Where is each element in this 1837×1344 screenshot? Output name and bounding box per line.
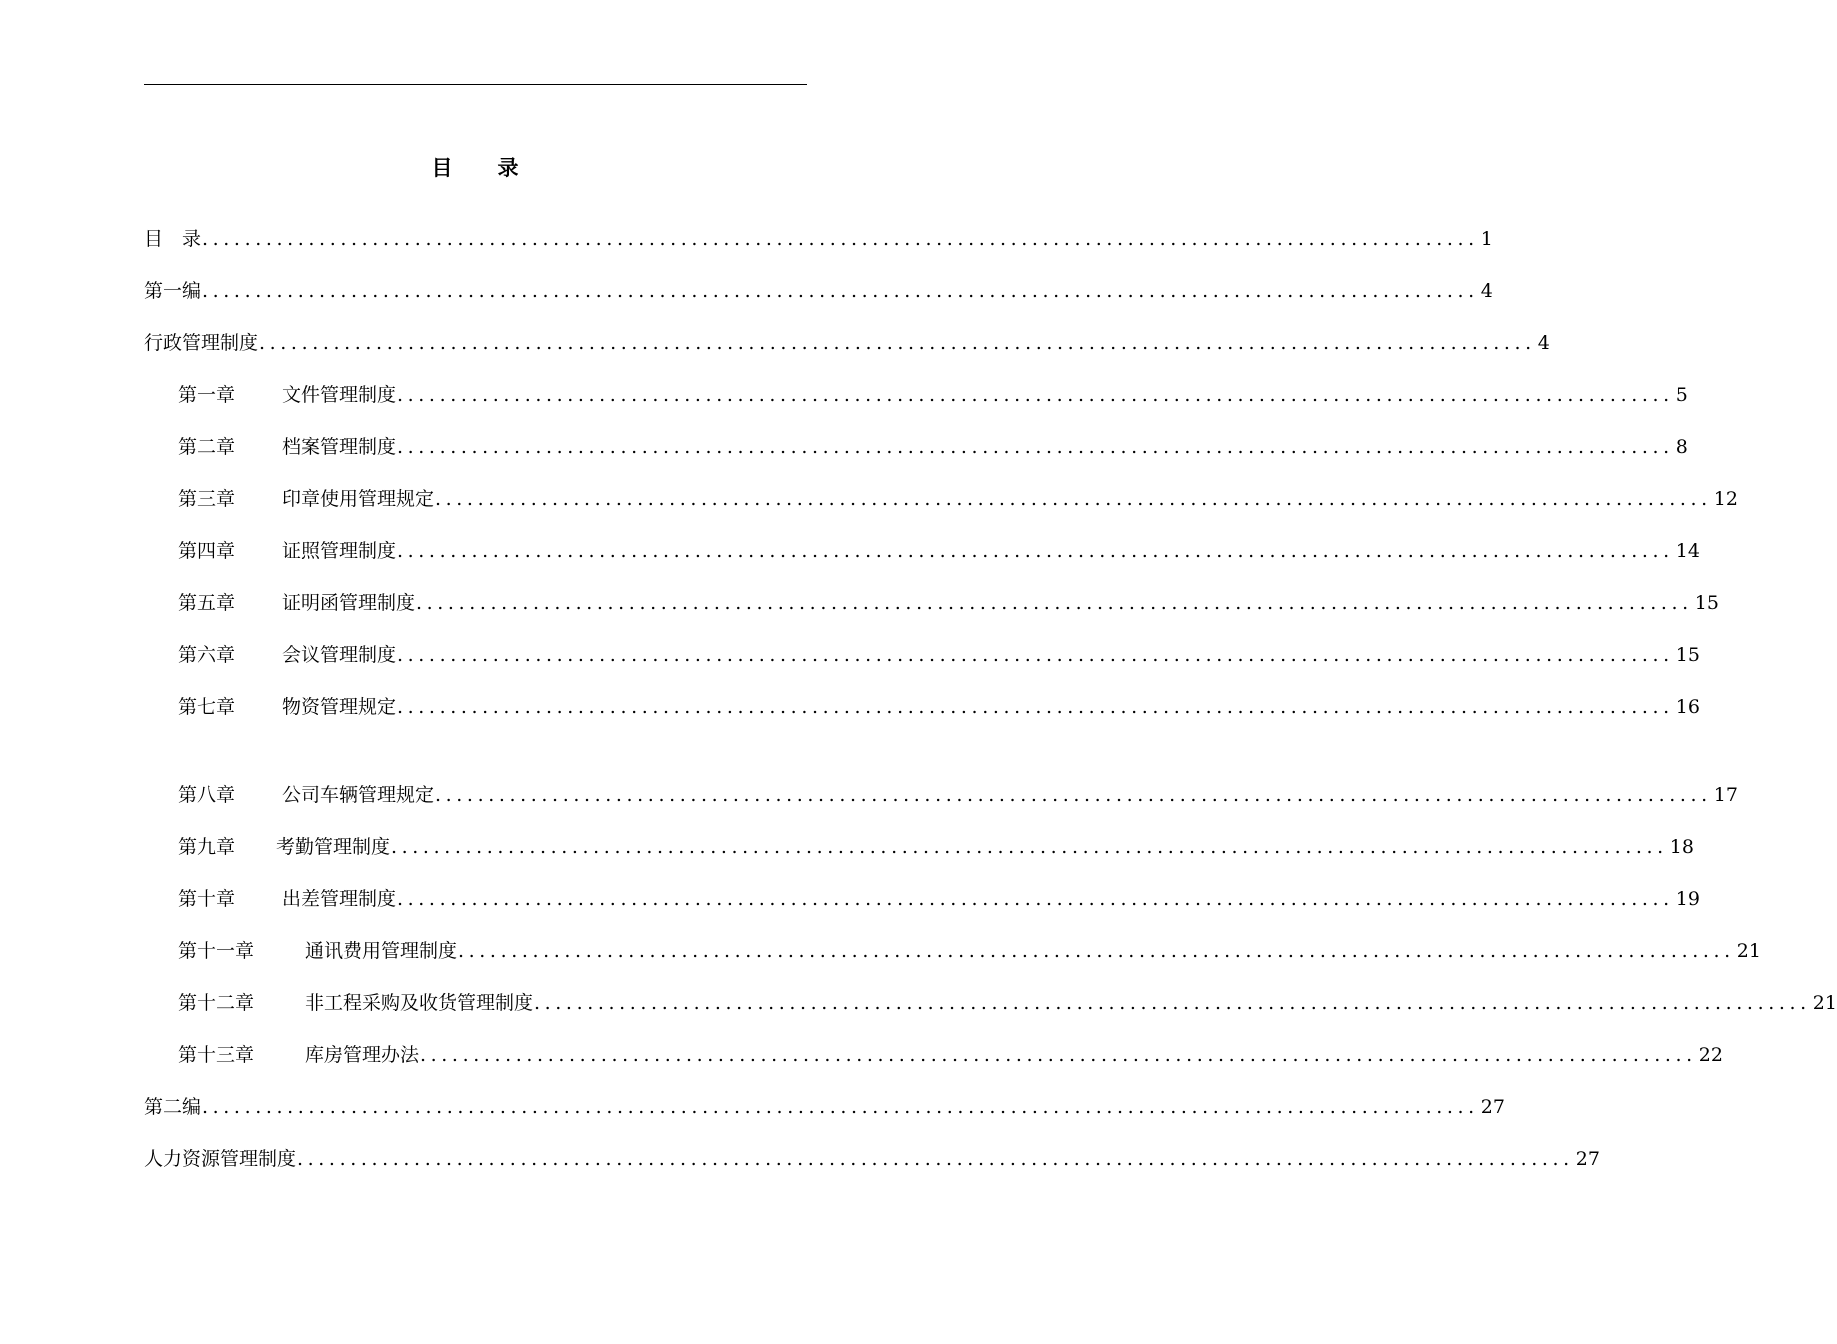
toc-entry-number: 第十章 xyxy=(178,888,236,910)
toc-entry-label xyxy=(178,382,396,408)
toc-entry-title: 考勤管理制度 xyxy=(276,836,391,858)
toc-entry-label xyxy=(178,486,434,512)
toc-entry[interactable] xyxy=(178,586,1719,616)
toc-entry-number: 第三章 xyxy=(178,488,236,510)
toc-entry-title: 物资管理规定 xyxy=(282,696,397,718)
toc-entry-page: 14 xyxy=(1675,540,1700,562)
toc-entry-number: 第八章 xyxy=(178,784,236,806)
toc-entry-number: 第四章 xyxy=(178,540,236,562)
toc-entry-number: 第七章 xyxy=(178,696,236,718)
toc-entry[interactable] xyxy=(144,1142,1600,1172)
toc-entry-page: 4 xyxy=(1480,280,1493,302)
toc-entry[interactable] xyxy=(144,326,1550,356)
toc-entry-label xyxy=(178,782,434,808)
dot-leader: ........................................................................................................................ xyxy=(397,696,1674,718)
toc-entry-number: 第十三章 xyxy=(178,1044,255,1066)
toc-entry[interactable] xyxy=(178,430,1688,460)
toc-entry-page: 21 xyxy=(1736,940,1761,962)
dot-leader: ........................................................................................................................ xyxy=(397,436,1674,458)
dot-leader: ........................................................................................................................ xyxy=(534,992,1811,1014)
toc-entry-page: 1 xyxy=(1480,228,1493,250)
dot-leader: ........................................................................................................................ xyxy=(397,888,1674,910)
toc-entry-page: 18 xyxy=(1669,836,1694,858)
toc-entry-number: 第九章 xyxy=(178,836,236,858)
toc-entry[interactable] xyxy=(144,274,1493,304)
toc-entry-label xyxy=(178,1042,419,1068)
header-rule xyxy=(144,84,807,85)
dot-leader: ........................................................................................................................ xyxy=(416,592,1693,614)
toc-entry-title: 库房管理办法 xyxy=(305,1044,420,1066)
toc-entry-number: 人力资源管理制度 xyxy=(144,1148,297,1170)
toc-entry-label xyxy=(178,886,396,912)
toc-entry-label xyxy=(144,330,258,356)
toc-entry-page: 21 xyxy=(1812,992,1837,1014)
toc-entry-page: 4 xyxy=(1537,332,1550,354)
toc-entry[interactable] xyxy=(178,534,1700,564)
toc-entry[interactable] xyxy=(144,222,1493,252)
toc-entry-number: 第六章 xyxy=(178,644,236,666)
toc-entry[interactable] xyxy=(178,638,1700,668)
toc-entry-title: 出差管理制度 xyxy=(282,888,397,910)
toc-entry-number: 目 录 xyxy=(144,228,202,250)
toc-entry[interactable] xyxy=(178,482,1738,512)
toc-entry-label xyxy=(144,1094,201,1120)
toc-entry-label xyxy=(144,226,201,252)
dot-leader: ........................................................................................................................ xyxy=(420,1044,1697,1066)
toc-entry-title: 印章使用管理规定 xyxy=(282,488,435,510)
dot-leader: ........................................................................................................................ xyxy=(202,1096,1479,1118)
toc-entry[interactable] xyxy=(178,690,1700,720)
dot-leader: ........................................................................................................................ xyxy=(397,644,1674,666)
toc-entry-title: 非工程采购及收货管理制度 xyxy=(305,992,534,1014)
toc-entry-number: 第一编 xyxy=(144,280,202,302)
toc-entry-page: 22 xyxy=(1698,1044,1723,1066)
toc-entry-title: 会议管理制度 xyxy=(282,644,397,666)
toc-entry-page: 15 xyxy=(1694,592,1719,614)
toc-entry[interactable] xyxy=(178,934,1761,964)
dot-leader: ........................................................................................................................ xyxy=(397,384,1674,406)
toc-entry-label xyxy=(144,1146,296,1172)
toc-entry-page: 8 xyxy=(1675,436,1688,458)
toc-entry-page: 17 xyxy=(1713,784,1738,806)
toc-entry-number: 第五章 xyxy=(178,592,236,614)
toc-entry-label xyxy=(144,278,201,304)
toc-entry-label xyxy=(178,990,533,1016)
toc-entry[interactable] xyxy=(178,830,1694,860)
toc-entry-label xyxy=(178,434,396,460)
toc-entry-label xyxy=(178,694,396,720)
dot-leader: ........................................................................................................................ xyxy=(202,228,1479,250)
toc-entry[interactable] xyxy=(178,986,1837,1016)
toc-title: 目 录 xyxy=(431,155,538,180)
toc-entry-number: 第一章 xyxy=(178,384,236,406)
toc-entry[interactable] xyxy=(178,778,1738,808)
toc-entry-page: 5 xyxy=(1675,384,1688,406)
toc-entry-number: 第二章 xyxy=(178,436,236,458)
dot-leader: ........................................................................................................................ xyxy=(259,332,1536,354)
toc-entry-label xyxy=(178,590,415,616)
toc-entry-title: 证明函管理制度 xyxy=(282,592,416,614)
toc-entry[interactable] xyxy=(178,882,1700,912)
toc-entry-label xyxy=(178,834,390,860)
toc-entry-title: 公司车辆管理规定 xyxy=(282,784,435,806)
toc-entry-title: 通讯费用管理制度 xyxy=(305,940,458,962)
toc-entry-page: 27 xyxy=(1575,1148,1600,1170)
dot-leader: ........................................................................................................................ xyxy=(435,784,1712,806)
toc-entry-label xyxy=(178,642,396,668)
toc-entry[interactable] xyxy=(144,1090,1505,1120)
toc-entry-title: 档案管理制度 xyxy=(282,436,397,458)
toc-entry-label xyxy=(178,938,457,964)
toc-entry-page: 15 xyxy=(1675,644,1700,666)
dot-leader: ........................................................................................................................ xyxy=(391,836,1668,858)
toc-entry-number: 第十一章 xyxy=(178,940,255,962)
toc-entry-page: 27 xyxy=(1480,1096,1505,1118)
dot-leader: ........................................................................................................................ xyxy=(202,280,1479,302)
toc-entry-label xyxy=(178,538,396,564)
toc-entry-page: 12 xyxy=(1713,488,1738,510)
toc-entry-page: 19 xyxy=(1675,888,1700,910)
toc-entry-number: 第十二章 xyxy=(178,992,255,1014)
dot-leader: ........................................................................................................................ xyxy=(435,488,1712,510)
toc-entry-page: 16 xyxy=(1675,696,1700,718)
toc-entry-number: 行政管理制度 xyxy=(144,332,259,354)
toc-entry-title: 文件管理制度 xyxy=(282,384,397,406)
toc-entry-title: 证照管理制度 xyxy=(282,540,397,562)
toc-entry[interactable] xyxy=(178,378,1688,408)
toc-entry-number: 第二编 xyxy=(144,1096,202,1118)
dot-leader: ........................................................................................................................ xyxy=(458,940,1735,962)
toc-entry[interactable] xyxy=(178,1038,1723,1068)
dot-leader: ........................................................................................................................ xyxy=(297,1148,1574,1170)
dot-leader: ........................................................................................................................ xyxy=(397,540,1674,562)
